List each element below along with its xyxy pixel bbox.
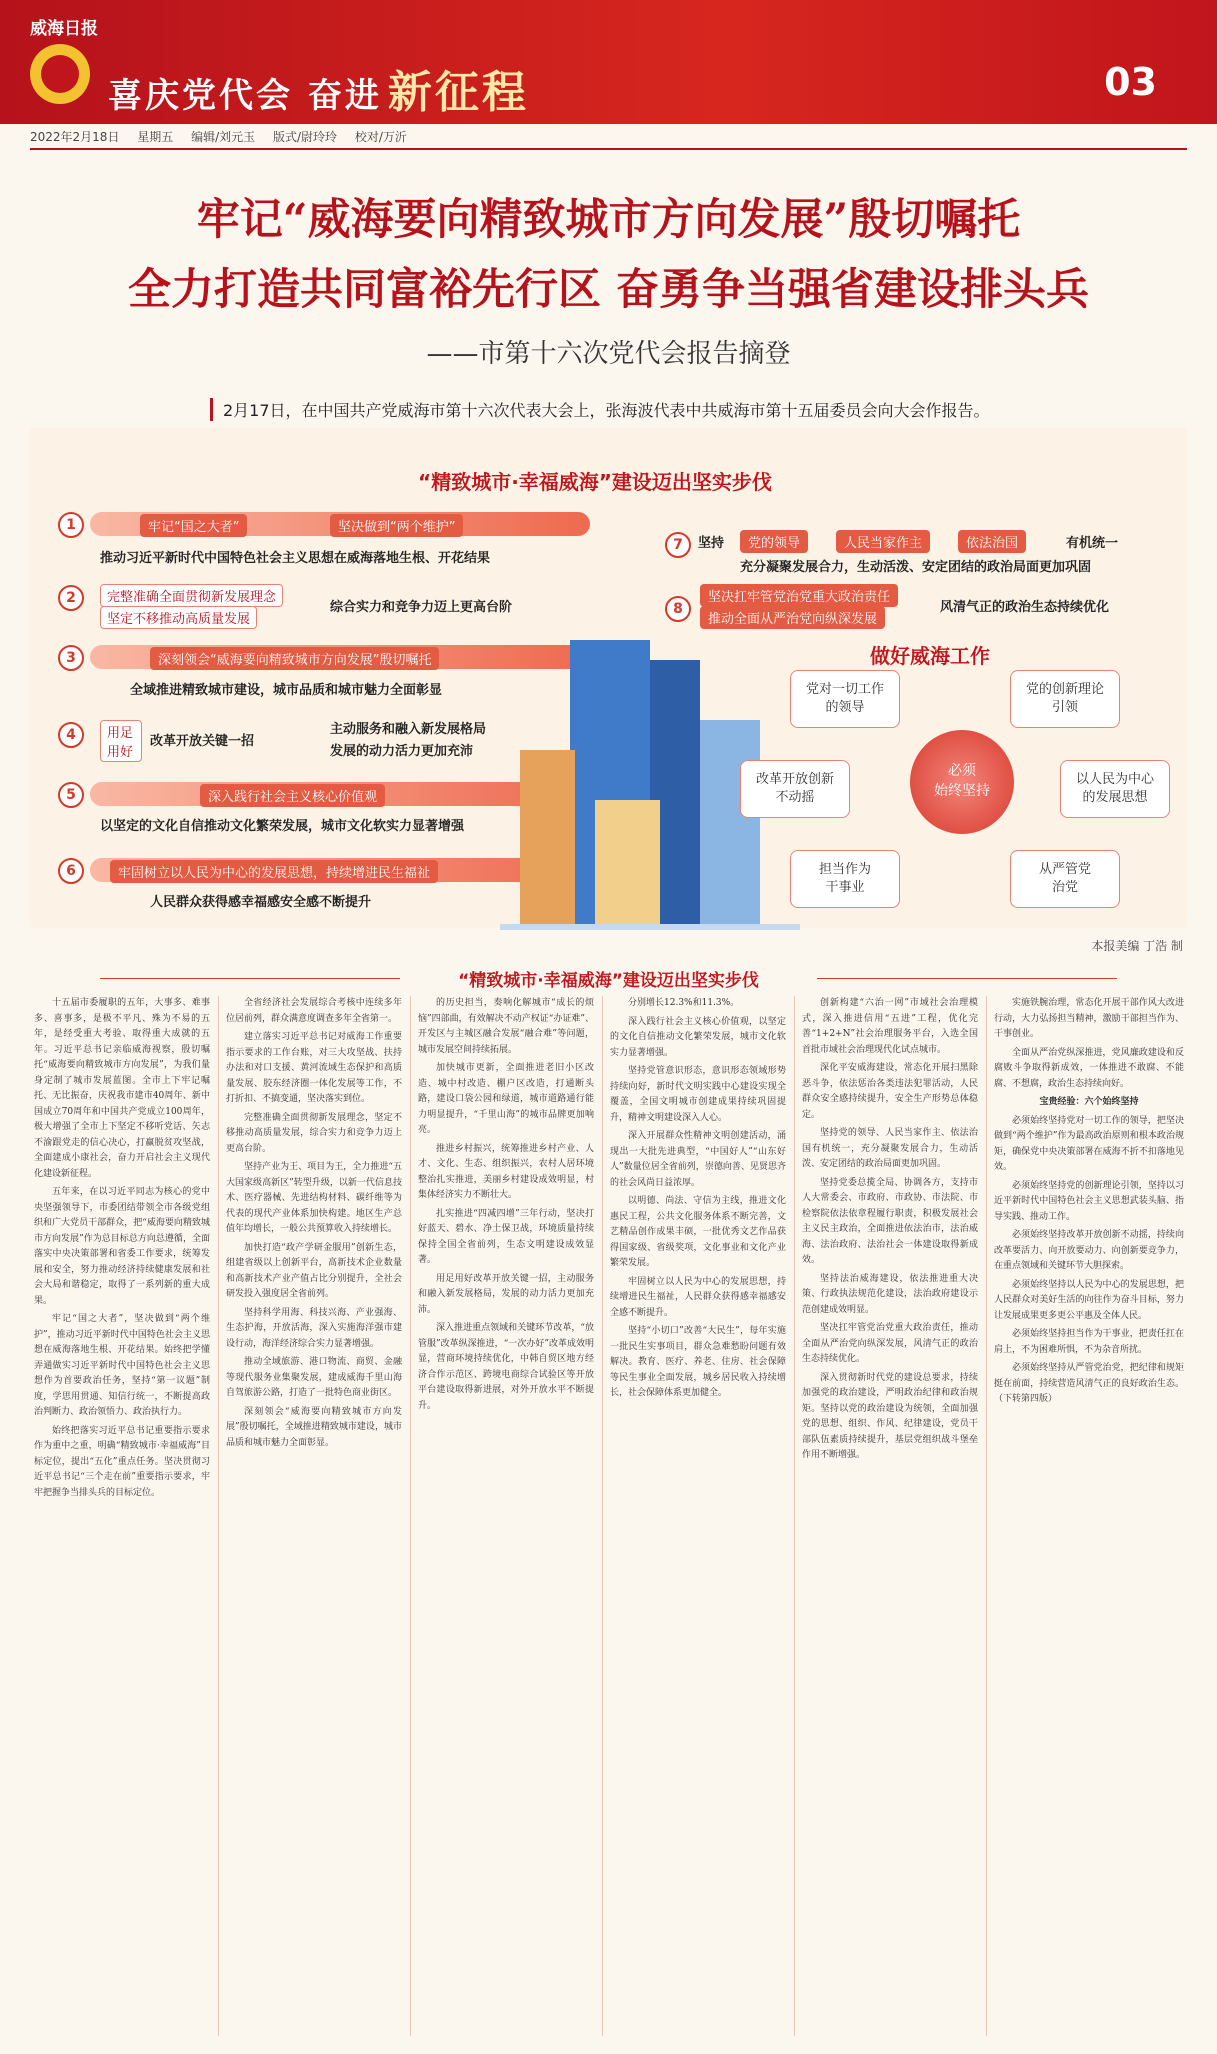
article-paragraph: 坚决扛牢管党治党重大政治责任，推动全面从严治党向纵深发展，风清气正的政治生态持续优化。 — [802, 1323, 978, 1364]
article-paragraph: 坚持法治威海建设，依法推进重大决策、行政执法规范化建设，法治政府建设示范创建成效明显。 — [802, 1273, 978, 1315]
achievement-text: 充分凝聚发展合力，生动活泼、安定团结的政治局面更加巩固 — [740, 560, 1092, 575]
achievement-tag: 坚决扛牢管党治党重大政治责任 — [700, 584, 898, 607]
achievement-text: 以坚定的文化自信推动文化繁荣发展，城市文化软实力显著增强 — [100, 819, 465, 834]
article-paragraph: 牢固树立以人民为中心的发展思想，持续增进民生福祉，人民群众获得感幸福感安全感不断提升。 — [610, 1276, 786, 1318]
article-paragraph: 必须始终坚持党的创新理论引领，坚持以习近平新时代中国特色社会主义思想武装头脑、指导实践、推动工作。 — [994, 1180, 1184, 1222]
column-divider — [794, 996, 795, 2036]
article-paragraph: 牢记“国之大者”，坚决做到“两个维护”，推动习近平新时代中国特色社会主义思想在威海落地生根、开花结果。始终把学懂弄通做实习近平新时代中国特色社会主义思想作为首要政治任务，坚持“第一议题”制度，学思用贯通、知信行统一，不断提高政治判断力、政治领悟力、政治执行力。 — [34, 1314, 210, 1417]
article-paragraph: 分别增长12.3%和11.3%。 — [628, 998, 740, 1008]
good-work-node: 担当作为 干事业 — [790, 850, 900, 908]
article-paragraph: 坚持产业为王、项目为王，全力推进“五大国家级高新区”转型升级，以新一代信息技术、医疗器械、先进结构材料、碳纤维等为代表的现代产业体系加快构建。地区生产总值年均增长，一般公共预算收入持续增长。 — [226, 1162, 402, 1234]
achievement-text: 风清气正的政治生态持续优化 — [940, 600, 1110, 615]
achievement-text: 全域推进精致城市建设，城市品质和城市魅力全面彰显 — [130, 683, 443, 698]
article-paragraph: 完整准确全面贯彻新发展理念，坚定不移推动高质量发展，综合实力和竞争力迈上更高台阶。 — [226, 1112, 402, 1154]
article-paragraph: 创新构建“六治一网”市域社会治理模式，深入推进信用“五进”工程，优化完善“1+2+N”社会治理服务平台，入选全国首批市域社会治理现代化试点城市。 — [802, 998, 978, 1055]
article-paragraph: 坚持党委总揽全局、协调各方，支持市人大常委会、市政府、市政协、市法院、市检察院依法依章程履行职责，积极发展社会主义民主政治，全面推进依法治市，法治威海、法治政府、法治社会一体建设取得新成效。 — [802, 1177, 978, 1265]
headline-line-2: 全力打造共同富裕先行区 奋勇争当强省建设排头兵 — [128, 265, 1089, 315]
good-work-node: 改革开放创新 不动摇 — [740, 760, 850, 818]
banner-slogan — [108, 56, 529, 120]
issue-date: 2022年2月18日 — [30, 130, 120, 144]
achievement-text: 推动习近平新时代中国特色社会主义思想在威海落地生根、开花结果 — [100, 551, 491, 566]
good-work-node: 党的创新理论 引领 — [1010, 670, 1120, 728]
article-paragraph: 加快城市更新，全面推进老旧小区改造、城中村改造、棚户区改造，打通断头路，建设口袋公园和绿道，城市道路通行能力明显提升，“千里山海”的城市品牌更加响亮。 — [418, 1063, 594, 1135]
article-column-2 — [226, 996, 402, 2036]
issue-meta — [30, 128, 421, 145]
article-paragraph: 深入开展群众性精神文明创建活动，涌现出一大批先进典型，“中国好人”“山东好人”数量位居全省前列，崇德向善、见贤思齐的社会风尚日益浓厚。 — [610, 1131, 786, 1188]
achievement-tag: 牢固树立以人民为中心的发展思想，持续增进民生福祉 — [110, 860, 438, 883]
party-emblem-icon — [30, 44, 90, 104]
article-paragraph: 深入践行社会主义核心价值观，以坚定的文化自信推动文化繁荣发展，城市文化软实力显著增强。 — [610, 1016, 786, 1058]
article-paragraph: 必须始终坚持担当作为干事业，把责任扛在肩上，不为困难所惧，不为杂音所扰。 — [994, 1329, 1184, 1355]
article-paragraph: 以明德、尚法、守信为主线，推进文化惠民工程，公共文化服务体系不断完善，文艺精品创作成果丰硕，一批优秀文艺作品获得国家级、省级奖项，文化事业和文化产业繁荣发展。 — [610, 1196, 786, 1268]
achievement-tag: 坚决做到“两个维护” — [330, 514, 463, 537]
slogan-c: 新征程 — [387, 67, 529, 118]
article-paragraph: 深入推进重点领域和关键环节改革，“放管服”改革纵深推进，“一次办好”改革成效明显，营商环境持续优化，中韩自贸区地方经济合作示范区、跨境电商综合试验区等开放平台建设取得新进展，对外开放水平不断提升。 — [418, 1323, 594, 1411]
article-paragraph: 深入贯彻新时代党的建设总要求，持续加强党的政治建设，严明政治纪律和政治规矩。坚持以党的政治建设为统领，全面加强党的思想、组织、作风、纪律建设，党员干部队伍素质持续提升，基层党组织战斗堡垒作用不断增强。 — [802, 1372, 978, 1460]
achievement-tag: 深入践行社会主义核心价值观 — [200, 784, 385, 807]
good-work-node: 党对一切工作 的领导 — [790, 670, 900, 728]
issue-editor: 编辑/刘元玉 — [191, 130, 256, 144]
good-work-title: 做好威海工作 — [870, 644, 990, 668]
article-paragraph: 的历史担当，奏响化解城市“成长的烦恼”四部曲，有效解决不动产权证“办证难”、开发区与主城区融合发展“融合难”等问题，城市发展空间持续拓展。 — [418, 998, 594, 1055]
good-work-node: 从严管党 治党 — [1010, 850, 1120, 908]
column-divider — [986, 996, 987, 2036]
achievement-number-4: 4 — [58, 722, 84, 748]
article-paragraph: 深化平安威海建设，常态化开展扫黑除恶斗争，依法惩治各类违法犯罪活动，人民群众安全感持续提升，安全生产形势总体稳定。 — [802, 1063, 978, 1120]
achievement-tag: 完整准确全面贯彻新发展理念 — [100, 584, 283, 607]
column-divider — [410, 996, 411, 2036]
page-banner — [0, 0, 1217, 124]
issue-proof: 校对/万沂 — [354, 130, 407, 144]
achievement-text: 综合实力和竞争力迈上更高台阶 — [330, 600, 513, 615]
article-subheading: 宝贵经验：六个始终坚持 — [1039, 1097, 1139, 1107]
article-paragraph: 实施铁腕治理，常态化开展干部作风大改进行动，大力弘扬担当精神，激励干部担当作为、干事创业。 — [994, 998, 1184, 1039]
issue-layout: 版式/尉玲玲 — [273, 130, 338, 144]
article-paragraph: 十五届市委履职的五年，大事多、难事多、喜事多，是极不平凡、殊为不易的五年，是经受重大考验、取得重大成就的五年。习近平总书记亲临威海视察，殷切嘱托“威海要向精致城市方向发展”，为我们量身定制了城市发展蓝图。全市上下牢记嘱托、无比振奋，庆祝我市建市40周年、新中国成立70周年和中国共产党成立100周年，极大增强了全市上下坚定不移听党话、矢志不渝跟党走的信心决心，打赢脱贫攻坚战，全面建成小康社会，奋力开启社会主义现代化建设新征程。 — [34, 998, 210, 1179]
achievement-tag: 人民当家作主 — [836, 530, 930, 553]
article-paragraph: 扎实推进“四减四增”三年行动，坚决打好蓝天、碧水、净土保卫战，环境质量持续保持全国全省前列，生态文明建设成效显著。 — [418, 1208, 594, 1265]
slogan-b: 奋进 — [307, 76, 382, 116]
achievement-text: 改革开放关键一招 — [150, 734, 255, 749]
article-paragraph: 建立落实习近平总书记对威海工作重要指示要求的工作台账，对三大攻坚战、扶持办法和对口支援、黄河流域生态保护和高质量发展、胶东经济圈一体化发展等工作，不打折扣、不搞变通，坚决落实到位。 — [226, 1032, 402, 1104]
article-column-1 — [34, 996, 210, 2036]
achievement-text: 有机统一 — [1066, 536, 1119, 551]
meta-divider — [30, 148, 1187, 150]
article-paragraph: 坚持党管意识形态，意识形态领域形势持续向好，新时代文明实践中心建设实现全覆盖，全国文明城市创建成果持续巩固提升，精神文明建设深入人心。 — [610, 1066, 786, 1123]
infographic-title: “精致城市·幸福威海”建设迈出坚实步伐 — [418, 470, 772, 494]
issue-weekday: 星期五 — [137, 130, 174, 144]
achievement-text: 人民群众获得感幸福感安全感不断提升 — [150, 895, 372, 910]
article-paragraph: 加快打造“政产学研金服用”创新生态，组建省级以上创新平台，高新技术企业数量和高新技术产业产值占比分别提升，全社会研发投入强度居全省前列。 — [226, 1242, 402, 1299]
article-paragraph: 坚持“小切口”改善“大民生”，每年实施一批民生实事项目，群众急难愁盼问题有效解决。教育、医疗、养老、住房、社会保障等民生事业全面发展，城乡居民收入持续增长，社会保障体系更加健全。 — [610, 1326, 786, 1398]
achievement-tag: 党的领导 — [740, 530, 808, 553]
achievement-tag: 用足用好 — [100, 720, 142, 762]
achievement-text: 主动服务和融入新发展格局 — [330, 722, 487, 737]
achievement-number-5: 5 — [58, 782, 84, 808]
achievement-number-3: 3 — [58, 645, 84, 671]
achievement-number-6: 6 — [58, 858, 84, 884]
achievement-tag: 推动全面从严治党向纵深发展 — [700, 606, 885, 629]
achievement-number-2: 2 — [58, 585, 84, 611]
article-paragraph: 全省经济社会发展综合考核中连续多年位居前列，群众满意度调查多年全省第一。 — [226, 998, 402, 1024]
article-column-3 — [418, 996, 594, 2036]
achievement-text: 坚持 — [698, 536, 725, 551]
achievement-tag: 深刻领会“威海要向精致城市方向发展”殷切嘱托 — [150, 647, 439, 670]
article-paragraph: 推进乡村振兴，统筹推进乡村产业、人才、文化、生态、组织振兴，农村人居环境整治扎实推进，美丽乡村建设成效明显，村集体经济实力不断壮大。 — [418, 1143, 594, 1200]
article-paragraph: 必须始终坚持以人民为中心的发展思想，把人民群众对美好生活的向往作为奋斗目标，努力让发展成果更多更公平惠及全体人民。 — [994, 1279, 1184, 1321]
article-paragraph: 必须始终坚持从严管党治党，把纪律和规矩挺在前面，持续营造风清气正的良好政治生态。（下转第四版） — [994, 1363, 1184, 1404]
article-paragraph: 推动全域旅游、港口物流、商贸、金融等现代服务业集聚发展，建成威海千里山海自驾旅游公路，打造了一批特色商业街区。 — [226, 1357, 402, 1398]
good-work-hub: 必须 始终坚持 — [910, 730, 1014, 834]
article-column-6 — [994, 996, 1184, 2036]
infographic-credit: 本报美编 丁浩 制 — [1091, 939, 1183, 953]
article-paragraph: 五年来，在以习近平同志为核心的党中央坚强领导下，市委团结带领全市各级党组织和广大党员干部群众，把“威海要向精致城市方向发展”作为总目标总方向总遵循，全面落实中央决策部署和省委工作要求，统筹发展和安全，努力推动经济持续健康发展和社会大局和谐稳定，取得了一系列新的重大成果。 — [34, 1187, 210, 1306]
achievement-tag: 依法治国 — [958, 530, 1026, 553]
section-deck: “精致城市·幸福威海”建设迈出坚实步伐 — [458, 971, 759, 991]
achievement-tag: 牢记“国之大者” — [140, 514, 247, 537]
article-paragraph: 全面从严治党纵深推进，党风廉政建设和反腐败斗争取得新成效，一体推进不敢腐、不能腐、不想腐，政治生态持续向好。 — [994, 1047, 1184, 1089]
achievement-tag: 坚定不移推动高质量发展 — [100, 606, 257, 629]
article-paragraph: 必须始终坚持改革开放创新不动摇，持续向改革要活力、向开放要动力、向创新要竞争力，在重点领域和关键环节大胆探索。 — [994, 1230, 1184, 1271]
slogan-a: 喜庆党代会 — [108, 76, 293, 116]
headline-line-1: 牢记“威海要向精致城市方向发展”殷切嘱托 — [196, 195, 1021, 245]
lead-paragraph: 2月17日，在中国共产党威海市第十六次代表大会上，张海波代表中共威海市第十五届委员会向大会作报告。 — [210, 398, 990, 421]
article-column-5 — [802, 996, 978, 2036]
achievement-number-1: 1 — [58, 512, 84, 538]
achievement-number-7: 7 — [665, 532, 691, 558]
headline-subtitle: ——市第十六次党代会报告摘登 — [426, 339, 791, 369]
article-column-4 — [610, 996, 786, 2036]
achievement-text: 发展的动力活力更加充沛 — [330, 744, 474, 759]
achievement-number-8: 8 — [665, 596, 691, 622]
masthead: 威海日报 — [30, 19, 98, 39]
article-paragraph: 必须始终坚持党对一切工作的领导，把坚决做到“两个维护”作为最高政治原则和根本政治规矩，确保党中央决策部署在威海不折不扣落地见效。 — [994, 1115, 1184, 1172]
article-paragraph: 坚持科学用海、科技兴海、产业强海、生态护海，开放活海，深入实施海洋强市建设行动，海洋经济综合实力显著增强。 — [226, 1307, 402, 1349]
column-divider — [602, 996, 603, 2036]
article-paragraph: 坚持党的领导、人民当家作主、依法治国有机统一，充分凝聚发展合力，生动活泼、安定团结的政治局面更加巩固。 — [802, 1128, 978, 1169]
article-paragraph: 始终把落实习近平总书记重要指示要求作为重中之重，明确“精致城市·幸福威海”目标定位，提出“五化”重点任务。坚决贯彻习近平总书记“三个走在前”重要指示要求，牢牢把握争当排头兵的目标定位。 — [34, 1425, 210, 1498]
good-work-node: 以人民为中心 的发展思想 — [1060, 760, 1170, 818]
article-paragraph: 深刻领会“威海要向精致城市方向发展”殷切嘱托，全域推进精致城市建设，城市品质和城市魅力全面彰显。 — [226, 1406, 402, 1448]
page-number: 03 — [1104, 60, 1157, 104]
article-paragraph: 用足用好改革开放关键一招，主动服务和融入新发展格局，发展的动力活力更加充沛。 — [418, 1273, 594, 1315]
column-divider — [218, 996, 219, 2036]
